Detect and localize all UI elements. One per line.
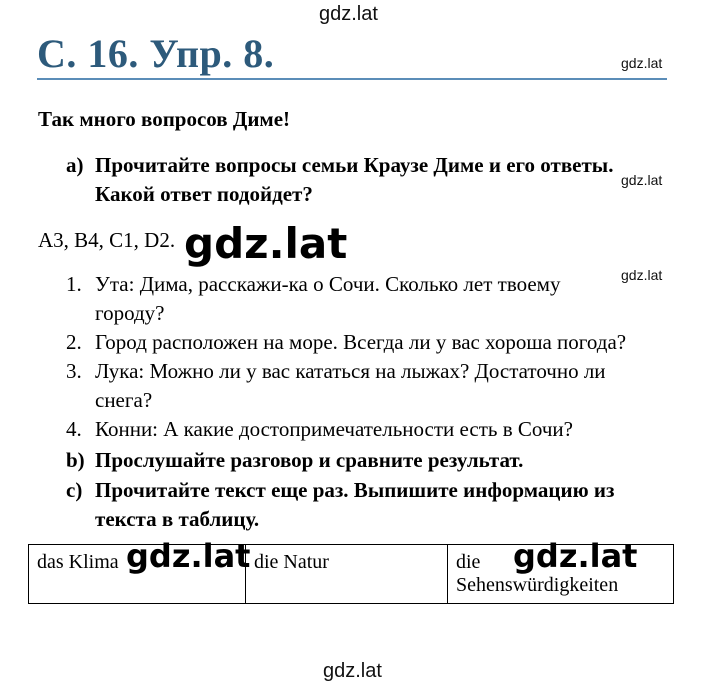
watermark-right-2: gdz.lat	[621, 172, 663, 188]
table-cell-sights: die Sehenswürdigkeiten	[448, 545, 674, 604]
question-4-line1: Конни: А какие достопримечательности есть в Сочи?	[95, 417, 573, 441]
task-c-line2: текста в таблицу.	[95, 507, 260, 531]
question-3-line1: Лука: Можно ли у вас кататься на лыжах? Достаточно ли	[95, 359, 606, 383]
watermark-big-2: gdz.lat	[126, 537, 251, 575]
question-1-line2: городу?	[95, 301, 165, 325]
question-1-num: 1.	[66, 272, 82, 296]
question-4-num: 4.	[66, 417, 82, 441]
task-a-marker: a)	[66, 153, 84, 177]
task-c-marker: c)	[66, 478, 83, 502]
question-2-num: 2.	[66, 330, 82, 354]
watermark-bottom: gdz.lat	[323, 660, 382, 682]
watermark-big-3: gdz.lat	[513, 537, 638, 575]
question-3-line2: снега?	[95, 388, 153, 412]
task-b-marker: b)	[66, 448, 85, 472]
question-1-line1: Ута: Дима, расскажи-ка о Сочи. Сколько лет твоему	[95, 272, 561, 296]
answer-text: A3, B4, C1, D2.	[38, 228, 176, 252]
table-cell-climate: das Klima	[29, 545, 246, 604]
question-3-num: 3.	[66, 359, 82, 383]
watermark-top: gdz.lat	[319, 3, 378, 25]
task-b-text: Прослушайте разговор и сравните результат.	[95, 448, 524, 472]
page-title: С. 16. Упр. 8.	[37, 31, 275, 76]
table-cell-nature: die Natur	[246, 545, 448, 604]
task-a-line1: Прочитайте вопросы семьи Краузе Диме и его ответы.	[95, 153, 614, 177]
title-underline	[37, 78, 667, 80]
task-a-line2: Какой ответ подойдет?	[95, 182, 313, 206]
watermark-right-3: gdz.lat	[621, 267, 663, 283]
question-2-line1: Город расположен на море. Всегда ли у вас хороша погода?	[95, 330, 627, 354]
watermark-big-1: gdz.lat	[184, 219, 348, 268]
task-c-line1: Прочитайте текст еще раз. Выпишите информацию из	[95, 478, 615, 502]
watermark-right-1: gdz.lat	[621, 55, 663, 71]
intro-heading: Так много вопросов Диме!	[38, 107, 291, 131]
